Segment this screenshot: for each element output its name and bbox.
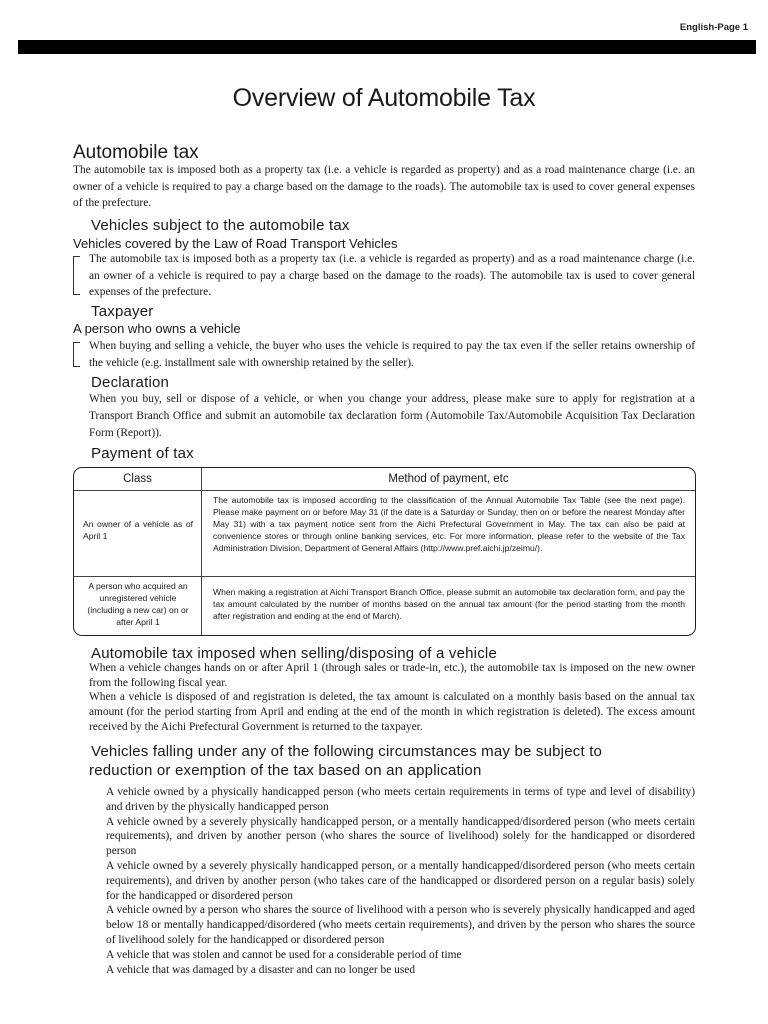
taxpayer-heading: Taxpayer <box>91 303 154 320</box>
page-title: Overview of Automobile Tax <box>232 84 536 112</box>
declaration-heading: Declaration <box>91 374 170 391</box>
table-cell-method <box>202 491 695 577</box>
table-cell-class <box>74 491 202 577</box>
vehicles-subject-subheading: Vehicles covered by the Law of Road Transport Vehicles <box>73 236 398 251</box>
vehicles-subject-heading: Vehicles subject to the automobile tax <box>91 217 350 234</box>
column-header-class: Class <box>74 468 202 490</box>
list-item: A vehicle that was damaged by a disaster and can no longer be used <box>106 963 416 976</box>
class-text: A person who acquired an unregistered vehicle (including a new car) on or after April 1 <box>87 581 189 627</box>
list-item: A vehicle that was stolen and cannot be used for a considerable period of time <box>106 948 462 961</box>
bracket <box>73 342 80 367</box>
column-header-method: Method of payment, etc <box>388 473 509 485</box>
page-label: English-Page 1 <box>679 22 748 33</box>
list-item: A vehicle owned by a severely physically handicapped person, or a mentally handicapped/disordered person (who meets certain requirements), and driven by another person (who takes care of the handicapped or disordered person on a regular basis) solely for the handicapped or disordered person <box>106 859 695 902</box>
reduction-list <box>106 785 695 977</box>
selling-text-2: When a vehicle is disposed of and registration is deleted, the tax amount is calculated on a monthly basis based on the annual tax amount (for the period starting from April and ending at the end of the month in which registration is deleted). The excess amount received by the Aichi Prefectural Government is returned to the taxpayer. <box>89 691 695 733</box>
list-item: A vehicle owned by a physically handicapped person (who meets certain requirements in terms of type and level of disability) and driven by the physically handicapped person <box>106 786 695 813</box>
reduction-heading-line2: reduction or exemption of the tax based on an application <box>89 762 482 779</box>
payment-table <box>73 467 696 636</box>
taxpayer-text: When buying and selling a vehicle, the buyer who uses the vehicle is required to pay the tax even if the seller retains ownership of the vehicle (e.g. installment sale with ownership retained by the seller). <box>89 340 695 369</box>
taxpayer-subheading: A person who owns a vehicle <box>73 321 241 336</box>
intro-heading: Automobile tax <box>73 142 199 163</box>
selling-heading: Automobile tax imposed when selling/disposing of a vehicle <box>91 645 497 662</box>
bracket <box>73 256 80 295</box>
table-cell-method <box>202 577 695 636</box>
table-header-row <box>74 468 695 490</box>
list-item: A vehicle owned by a severely physically handicapped person, or a mentally handicapped/disordered person (who meets certain requirements), and driven by another person (who shares the source of livelihood) solely for the handicapped or disordered person <box>106 815 695 858</box>
list-item: A vehicle owned by a person who shares the source of livelihood with a person who is severely physically handicapped and aged below 18 or mentally handicapped/disordered (who meets certain requirements), and driven by the person who shares the source of livelihood solely for the handicapped or disordered person <box>106 904 695 946</box>
selling-text-1: When a vehicle changes hands on or after April 1 (through sales or trade-in, etc.), the automobile tax is imposed on the new owner from the following fiscal year. <box>89 662 695 689</box>
table-row <box>74 490 695 577</box>
table-cell-class <box>74 577 202 636</box>
declaration-text: When you buy, sell or dispose of a vehicle, or when you change your address, please make sure to apply for registration at a Transport Branch Office and submit an automobile tax declaration form (Automobile Tax/Automobile Acquisition Tax Declaration Form (Report)). <box>89 393 695 439</box>
method-text: When making a registration at Aichi Transport Branch Office, please submit an automobile tax declaration form, and pay the tax amount calculated by the number of months based on the annual tax amount (for the period starting from the month after registration and ending at the end of March). <box>213 587 685 621</box>
reduction-heading-line1: Vehicles falling under any of the following circumstances may be subject to <box>91 743 603 760</box>
vehicles-subject-text: The automobile tax is imposed both as a property tax (i.e. a vehicle is regarded as property) and as a road maintenance charge (i.e. an owner of a vehicle is required to pay a charge based on the damage to the roads). The automobile tax is used to cover general expenses of the prefecture. <box>89 253 695 299</box>
intro-text: The automobile tax is imposed both as a property tax (i.e. a vehicle is regarded as property) and as a road maintenance charge (i.e. an owner of a vehicle is required to pay a charge based on the damage to the roads). The automobile tax is used to cover general expenses of the prefecture. <box>73 164 695 210</box>
header-bar <box>18 40 756 54</box>
table-row <box>74 576 695 636</box>
payment-heading: Payment of tax <box>91 445 194 462</box>
class-text: An owner of a vehicle as of April 1 <box>83 519 193 541</box>
method-text: The automobile tax is imposed according to the classification of the Annual Automobile Tax Table (see the next page). Please make payment on or before May 31 (if the date is a Saturday or Sunday, then on or before the nearest Monday after May 31) with a tax payment notice sent from the Aichi Prefectural Government in May. The tax can also be paid at convenience stores or through online banking services, etc. For more information, please refer to the website of the Tax Administration Division, Department of General Affairs (http://www.pref.aichi.jp/zeimu/). <box>213 495 685 553</box>
